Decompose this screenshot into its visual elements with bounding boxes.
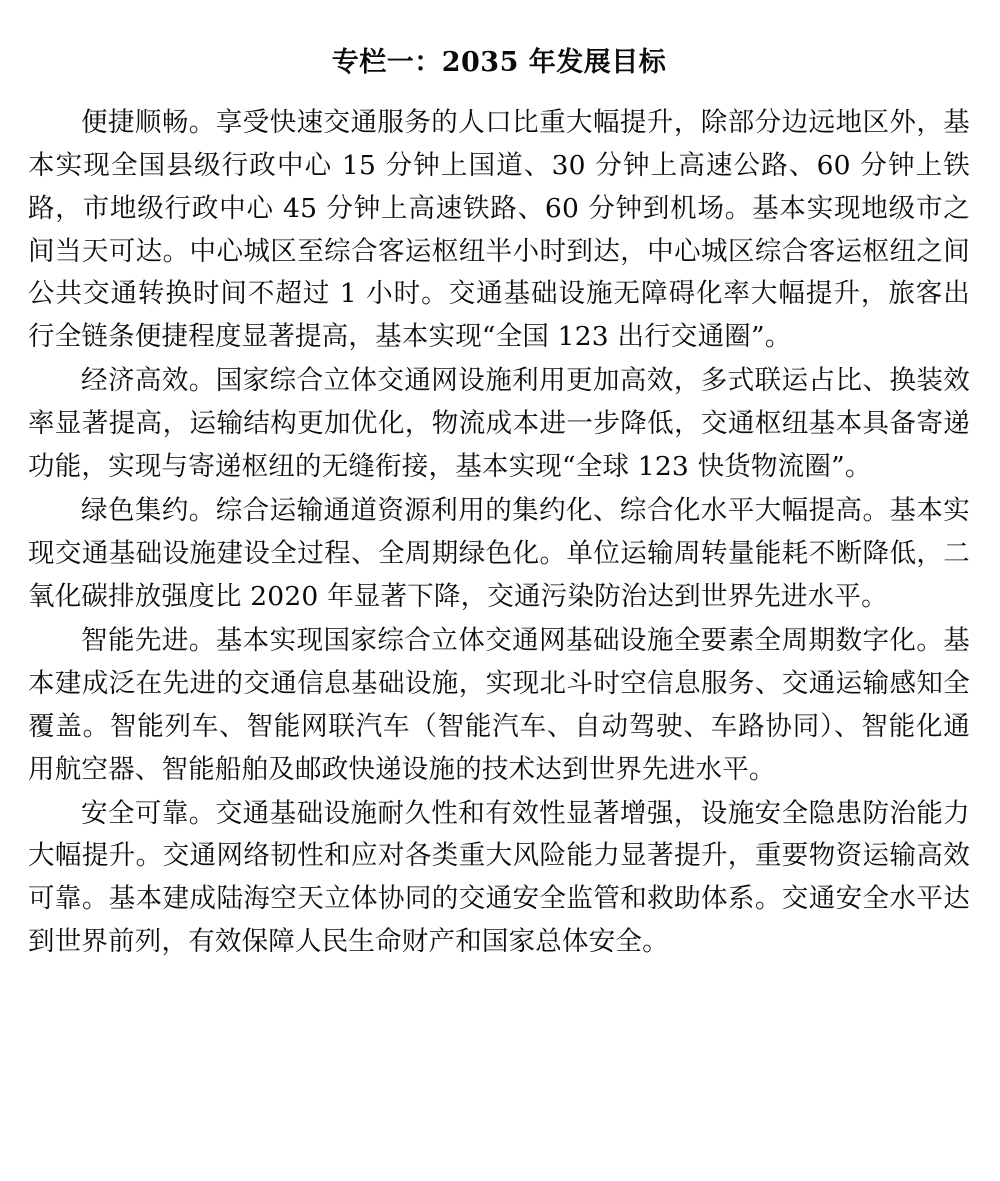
paragraph-economic: 经济高效。国家综合立体交通网设施利用更加高效，多式联运占比、换装效率显著提高，运输结构更加优化，物流成本进一步降低，交通枢纽基本具备寄递功能，实现与寄递枢纽的无缝衔接，基本实现“全球 123 快货物流圈”。 — [28, 365, 970, 483]
paragraph-intelligent: 智能先进。基本实现国家综合立体交通网基础设施全要素全周期数字化。基本建成泛在先进的交通信息基础设施，实现北斗时空信息服务、交通运输感知全覆盖。智能列车、智能网联汽车（智能汽车、自动驾驶、车路协同）、智能化通用航空器、智能船舶及邮政快递设施的技术达到世界先进水平。 — [28, 624, 970, 785]
paragraph-green: 绿色集约。综合运输通道资源利用的集约化、综合化水平大幅提高。基本实现交通基础设施建设全过程、全周期绿色化。单位运输周转量能耗不断降低，二氧化碳排放强度比 2020 年显著下降，交通污染防治达到世界先进水平。 — [28, 495, 970, 612]
paragraph-convenient: 便捷顺畅。享受快速交通服务的人口比重大幅提升，除部分边远地区外，基本实现全国县级行政中心 15 分钟上国道、30 分钟上高速公路、60 分钟上铁路，市地级行政中心 45 分钟上高速铁路、60 分钟到机场。基本实现地级市之间当天可达。中心城区至综合客运枢纽半小时到达，中心城区综合客运枢纽之间公共交通转换时间不超过 1 小时。交通基础设施无障碍化率大幅提升，旅客出行全链条便捷程度显著提高，基本实现“全国 123 出行交通圈”。 — [28, 106, 970, 353]
page-title: 专栏一：2035 年发展目标 — [331, 47, 667, 78]
paragraph-safety: 安全可靠。交通基础设施耐久性和有效性显著增强，设施安全隐患防治能力大幅提升。交通网络韧性和应对各类重大风险能力显著提升，重要物资运输高效可靠。基本建成陆海空天立体协同的交通安全监管和救助体系。交通安全水平达到世界前列，有效保障人民生命财产和国家总体安全。 — [28, 797, 970, 958]
document-body — [28, 102, 970, 964]
